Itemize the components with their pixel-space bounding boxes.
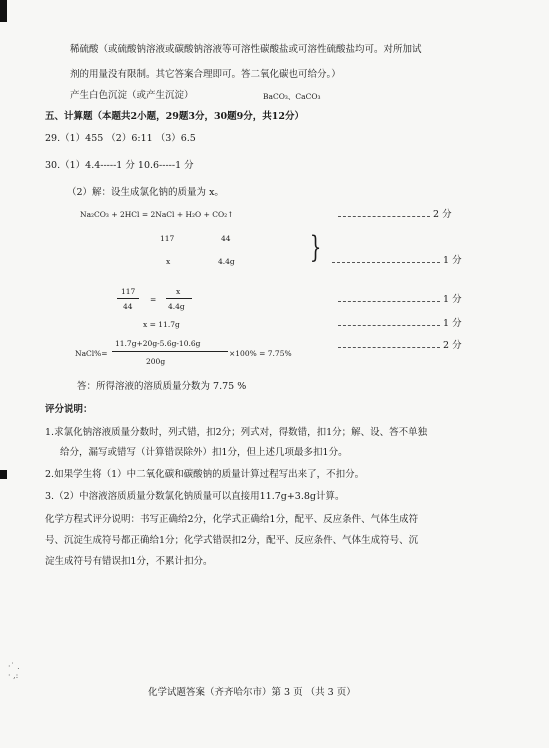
- equation-score: 2 分: [433, 209, 452, 220]
- molar-mass-117: 117: [160, 234, 175, 243]
- nacl-fraction-bar: [112, 351, 228, 352]
- scan-specks: ·˙ . · ,:: [8, 662, 20, 680]
- intro-line-1: 稀硫酸（或硫酸钠溶液或碳酸钠溶液等可溶性碳酸盐或可溶性硫酸盐均可。对所加试: [70, 44, 422, 55]
- scoring-item-2: 2.如果学生将（1）中二氧化碳和碳酸钠的质量计算过程写出来了，不扣分。: [45, 469, 365, 480]
- q29-answers: 29.（1）455 （2）6:11 （3）6.5: [45, 133, 196, 144]
- q30-answer-statement: 答：所得溶液的溶质质量分数为 7.75 %: [77, 381, 247, 392]
- fraction-score: 1 分: [443, 294, 462, 305]
- chem-scoring-line-3: 淀生成符号有错误扣1分，不累计扣分。: [45, 556, 213, 567]
- ratio-brace: }: [309, 230, 322, 265]
- nacl-score: 2 分: [443, 340, 462, 351]
- x-score-leader: [338, 325, 440, 326]
- page-footer: 化学试题答案（齐齐哈尔市）第 3 页 （共 3 页）: [148, 687, 356, 698]
- fraction-right-bar: [166, 298, 192, 299]
- chemical-equation: Na₂CO₃ + 2HCl = 2NaCl + H₂O + CO₂↑: [80, 210, 234, 219]
- nacl-result: ×100% = 7.75%: [229, 349, 292, 358]
- chem-scoring-line-2: 号、沉淀生成符号都正确给1分；化学式错误扣2分，配平、反应条件、气体生成符号、沉: [45, 535, 419, 546]
- nacl-score-leader: [338, 347, 440, 348]
- fraction-score-leader: [338, 301, 440, 302]
- mass-4-4g: 4.4g: [218, 257, 235, 266]
- fraction-right-numerator: x: [176, 287, 181, 296]
- nacl-numerator: 11.7g+20g-5.6g-10.6g: [115, 339, 201, 348]
- x-score: 1 分: [443, 318, 462, 329]
- x-result: x = 11.7g: [143, 320, 180, 329]
- nacl-denominator: 200g: [146, 357, 166, 366]
- q30-part1: 30.（1）4.4-----1 分 10.6-----1 分: [45, 160, 194, 171]
- ratio-score: 1 分: [443, 255, 462, 266]
- intro-line-3-left: 产生白色沉淀（或产生沉淀）: [70, 90, 194, 101]
- intro-line-2: 剂的用量没有限制。其它答案合理即可。答二氧化碳也可给分。）: [70, 69, 341, 80]
- nacl-percent-label: NaCl%=: [75, 349, 108, 358]
- ratio-score-leader: [332, 262, 440, 263]
- scan-mark-middle: [0, 470, 7, 479]
- fraction-left-bar: [117, 298, 139, 299]
- molar-mass-44: 44: [221, 234, 231, 243]
- scoring-item-1-line-1: 1.求氯化钠溶液质量分数时，列式错，扣2分；列式对，得数错，扣1分；解、设、答不单独: [45, 427, 428, 438]
- scoring-item-1-line-2: 给分，漏写或错写（计算错误除外）扣1分，但上述几项最多扣1分。: [60, 447, 348, 458]
- section-title: 五、计算题（本题共2小题，29题3分，30题9分，共12分）: [45, 111, 304, 122]
- scoring-item-3: 3.（2）中溶液溶质质量分数氯化钠质量可以直接用11.7g+3.8g计算。: [45, 491, 345, 502]
- fraction-left-denominator: 44: [123, 302, 133, 311]
- q30-part2-header: （2）解：设生成氯化钠的质量为 x。: [67, 187, 224, 198]
- fraction-left-numerator: 117: [121, 287, 136, 296]
- chem-scoring-line-1: 化学方程式评分说明：书写正确给2分，化学式正确给1分，配平、反应条件、气体生成符: [45, 514, 419, 525]
- unknown-x: x: [166, 257, 171, 266]
- fraction-right-denominator: 4.4g: [168, 302, 185, 311]
- scoring-title: 评分说明：: [45, 404, 93, 415]
- fraction-equals: =: [150, 295, 157, 304]
- scan-mark-top: [0, 0, 7, 22]
- equation-score-leader: [338, 216, 430, 217]
- intro-line-3-right: BaCO₃、CaCO₃: [263, 92, 321, 101]
